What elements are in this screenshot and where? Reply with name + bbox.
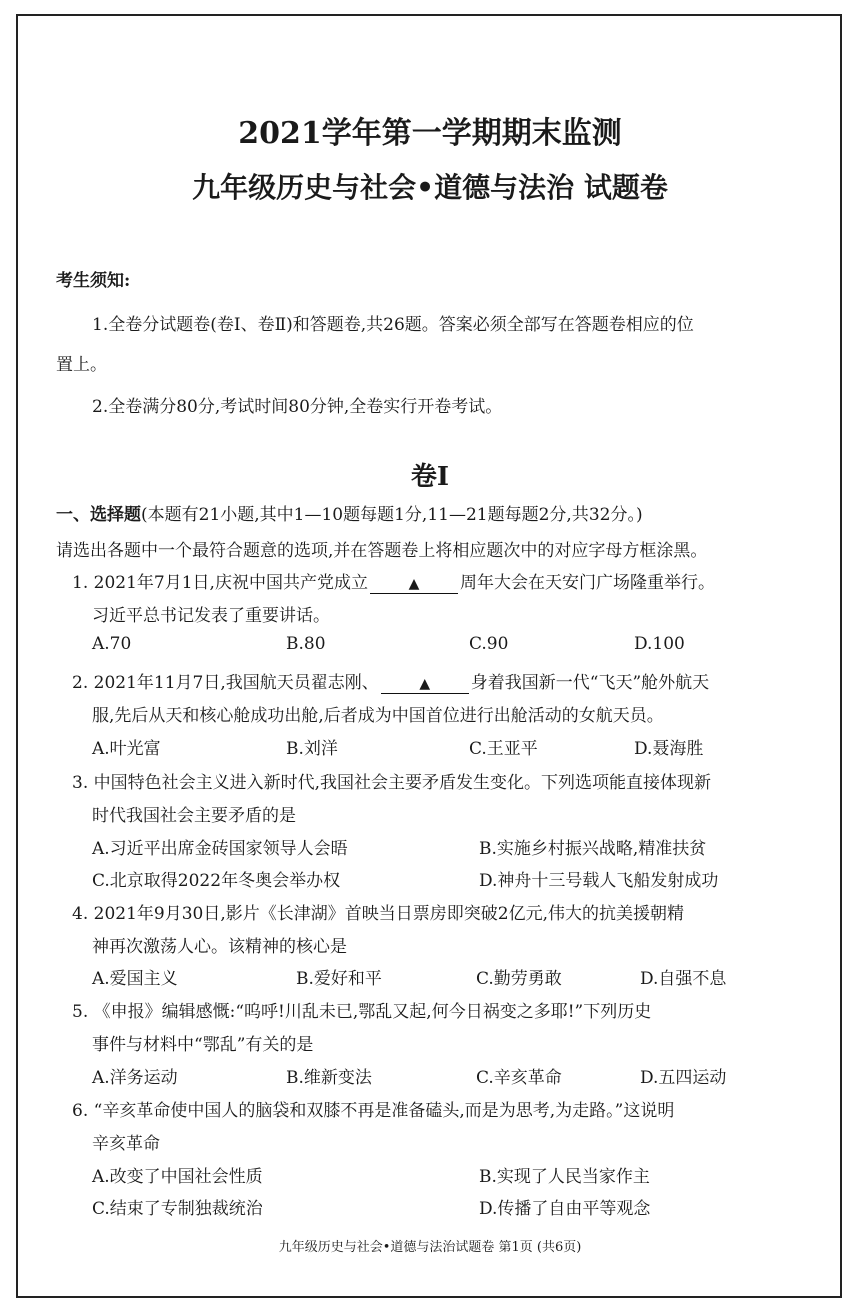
question-6-option-b: B.实现了人民当家作主 [479,1167,650,1187]
question-6-line-2: 辛亥革命 [92,1134,160,1154]
section-heading-detail: (本题有21小题,其中1—10题每题1分,11—21题每题2分,共32分。) [141,505,643,525]
question-text: 周年大会在天安门广场隆重举行。 [459,573,715,593]
question-1-option-c: C.90 [469,634,509,654]
question-number: 3. [72,773,89,793]
question-text: 2021年7月1日,庆祝中国共产党成立 [93,573,368,593]
question-2-line-2: 服,先后从天和核心舱成功出舱,后者成为中国首位进行出舱活动的女航天员。 [92,706,664,726]
question-1-option-a: A.70 [92,634,132,654]
question-1-line-2: 习近平总书记发表了重要讲话。 [92,606,330,626]
question-6-option-d: D.传播了自由平等观念 [479,1199,651,1219]
notice-item-1-line-1: 1.全卷分试题卷(卷Ⅰ、卷Ⅱ)和答题卷,共26题。答案必须全部写在答题卷相应的位 [92,315,694,335]
question-5-line-2: 事件与材料中“鄂乱”有关的是 [92,1035,314,1055]
section-instruction: 请选出各题中一个最符合题意的选项,并在答题卷上将相应题次中的对应字母方框涂黑。 [56,541,708,561]
question-1-option-b: B.80 [286,634,326,654]
question-3-option-c: C.北京取得2022年冬奥会举办权 [92,871,341,891]
exam-title: 2021学年第一学期期末监测 [238,116,622,151]
question-1-line-1 [72,568,715,594]
question-number: 1. [72,573,89,593]
question-4-option-d: D.自强不息 [640,969,727,989]
notice-title: 考生须知: [56,271,131,291]
exam-subtitle: 九年级历史与社会•道德与法治 试题卷 [192,171,668,204]
question-1-option-d: D.100 [634,634,685,654]
question-number: 4. [72,904,89,924]
question-text: 《申报》编辑感慨:“呜呼!川乱未已,鄂乱又起,何今日祸变之多耶!”下列历史 [93,1002,652,1022]
question-text: 2021年11月7日,我国航天员翟志刚、 [93,673,379,693]
answer-blank [381,674,469,694]
notice-item-1-line-2: 置上。 [56,355,107,375]
question-4-option-a: A.爱国主义 [92,969,178,989]
question-3-option-b: B.实施乡村振兴战略,精准扶贫 [479,839,707,859]
question-3-line-2: 时代我国社会主要矛盾的是 [92,806,296,826]
question-5-option-b: B.维新变法 [286,1068,372,1088]
section-title: 卷Ⅰ [410,462,450,492]
question-number: 2. [72,673,89,693]
question-5-option-d: D.五四运动 [640,1068,727,1088]
question-6-option-c: C.结束了专制独裁统治 [92,1199,263,1219]
question-text: 身着我国新一代“飞天”舱外航天 [470,673,710,693]
question-3-line-1 [72,768,711,793]
triangle-icon: ▲ [419,676,431,692]
question-2-option-d: D.聂海胜 [634,739,704,759]
question-text: 2021年9月30日,影片《长津湖》首映当日票房即突破2亿元,伟大的抗美援朝精 [93,904,684,924]
question-6-option-a: A.改变了中国社会性质 [92,1167,263,1187]
question-4-line-2: 神再次激荡人心。该精神的核心是 [92,937,347,957]
page-footer: 九年级历史与社会•道德与法治试题卷 第1页 (共6页) [278,1240,582,1255]
question-4-option-b: B.爱好和平 [296,969,382,989]
question-2-option-b: B.刘洋 [286,739,338,759]
question-text: 中国特色社会主义进入新时代,我国社会主要矛盾发生变化。下列选项能直接体现新 [93,773,712,793]
question-5-line-1 [72,997,651,1022]
question-4-line-1 [72,899,684,924]
question-5-option-c: C.辛亥革命 [476,1068,562,1088]
question-6-line-1 [72,1096,674,1121]
question-number: 6. [72,1101,89,1121]
question-3-option-a: A.习近平出席金砖国家领导人会晤 [92,839,348,859]
answer-blank [370,574,458,594]
question-5-option-a: A.洋务运动 [92,1068,178,1088]
triangle-icon: ▲ [408,576,420,592]
question-number: 5. [72,1002,89,1022]
section-heading-label: 一、选择题 [56,505,141,525]
question-2-option-c: C.王亚平 [469,739,538,759]
section-heading [56,500,643,525]
question-3-option-d: D.神舟十三号载人飞船发射成功 [479,871,719,891]
question-2-option-a: A.叶光富 [92,739,161,759]
notice-item-2: 2.全卷满分80分,考试时间80分钟,全卷实行开卷考试。 [92,397,503,417]
question-4-option-c: C.勤劳勇敢 [476,969,562,989]
question-2-line-1 [72,668,709,694]
question-text: “辛亥革命使中国人的脑袋和双膝不再是准备磕头,而是为思考,为走路。”这说明 [93,1101,675,1121]
